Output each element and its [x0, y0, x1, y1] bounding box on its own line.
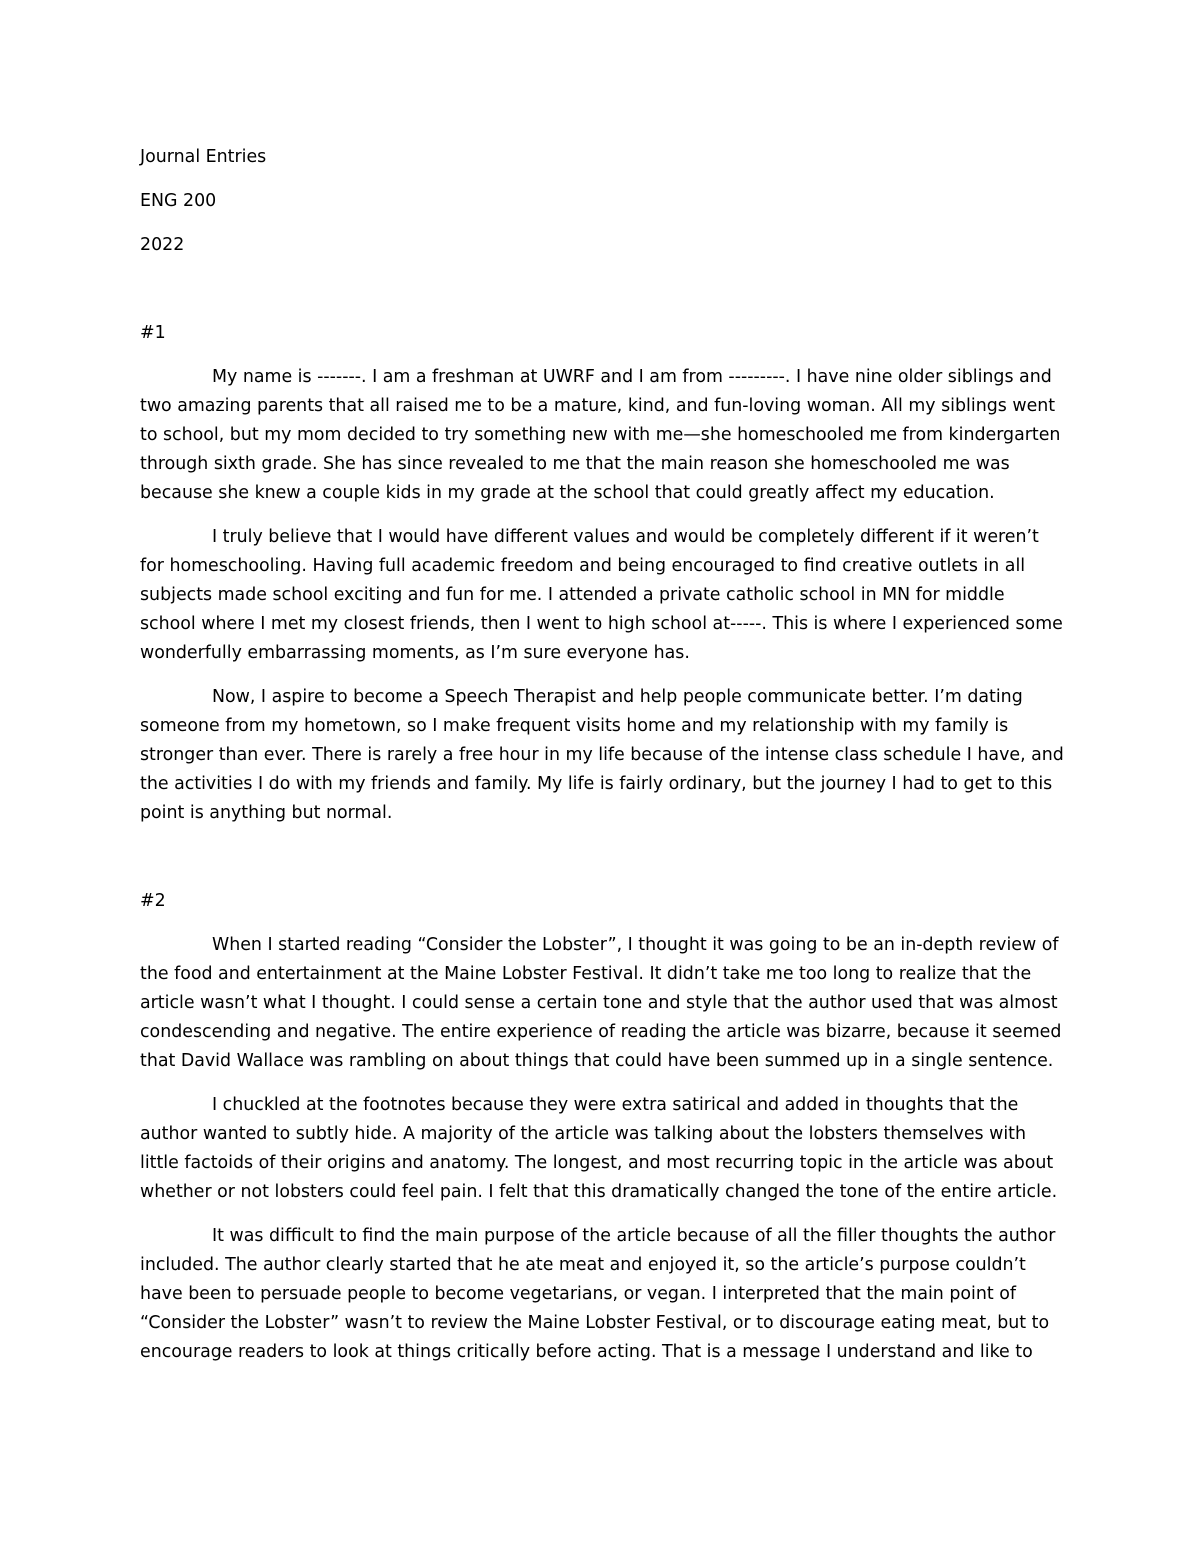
- spacer: [140, 275, 1065, 319]
- entry-paragraph: Now, I aspire to become a Speech Therapist and help people communicate better. I’m dating someone from my hometown, so I make frequent visits home and my relationship with my family is stronger than ever. There is rarely a free hour in my life because of the intense class schedule I have, and the activities I do with my friends and family. My life is fairly ordinary, but the journey I had to get to this point is anything but normal.: [140, 687, 1064, 823]
- entry-paragraph: When I started reading “Consider the Lobster”, I thought it was going to be an in-depth review of the food and entertainment at the Maine Lobster Festival. It didn’t take me too long to realize that the article wasn’t what I thought. I could sense a certain tone and style that the author used that was almost condescending and negative. The entire experience of reading the article was bizarre, because it seemed that David Wallace was rambling on about things that could have been summed up in a single sentence.: [140, 935, 1062, 1071]
- entry-paragraph: I truly believe that I would have different values and would be completely different if it weren’t for homeschooling. Having full academic freedom and being encouraged to find creative outlets in all subjects made school exciting and fun for me. I attended a private catholic school in MN for middle school where I met my closest friends, then I went to high school at-----. This is where I experienced some wonderfully embarrassing moments, as I’m sure everyone has.: [140, 527, 1063, 663]
- document-body: [140, 143, 1065, 1382]
- journal-entry-1: [140, 319, 1065, 828]
- entry-paragraph: It was difficult to find the main purpose of the article because of all the filler thoughts the author included. The author clearly started that he ate meat and enjoyed it, so the article’s purpose couldn’t have been to persuade people to become vegetarians, or vegan. I interpreted that the main point of “Consider the Lobster” wasn’t to review the Maine Lobster Festival, or to discourage eating meat, but to encourage readers to look at things critically before acting. That is a message I understand and like to: [140, 1226, 1056, 1362]
- course-name: ENG 200: [140, 191, 217, 211]
- spacer: [140, 843, 1065, 887]
- entry-paragraph: My name is -------. I am a freshman at UWRF and I am from ---------. I have nine older siblings and two amazing parents that all raised me to be a mature, kind, and fun-loving woman. All my siblings went to school, but my mom decided to try something new with me—she homeschooled me from kindergarten through sixth grade. She has since revealed to me that the main reason she homeschooled me was because she knew a couple kids in my grade at the school that could greatly affect my education.: [140, 367, 1061, 503]
- entry-number: #1: [140, 323, 166, 343]
- entry-number: #2: [140, 891, 166, 911]
- document-year: 2022: [140, 235, 185, 255]
- journal-entry-2: [140, 887, 1065, 1367]
- entry-paragraph: I chuckled at the footnotes because they were extra satirical and added in thoughts that the author wanted to subtly hide. A majority of the article was talking about the lobsters themselves with little factoids of their origins and anatomy. The longest, and most recurring topic in the article was about whether or not lobsters could feel pain. I felt that this dramatically changed the tone of the entire article.: [140, 1095, 1058, 1202]
- document-title: Journal Entries: [140, 147, 267, 167]
